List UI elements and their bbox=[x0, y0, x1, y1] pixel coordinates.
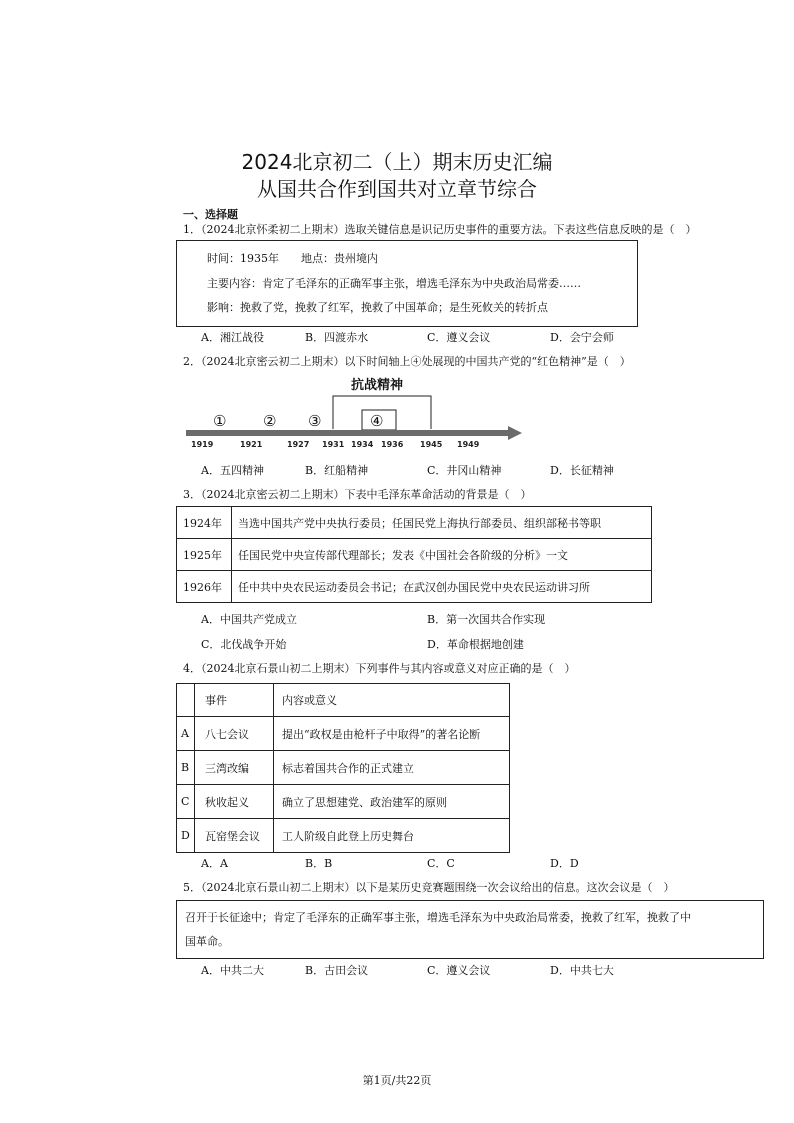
table-header-row bbox=[177, 684, 510, 717]
table-row bbox=[177, 507, 652, 539]
table-cell: 秋收起义 bbox=[195, 785, 274, 819]
q3-table bbox=[176, 506, 652, 603]
table-cell: 八七会议 bbox=[195, 717, 274, 751]
q2-option-d[interactable]: D．长征精神 bbox=[550, 464, 614, 477]
q5-info-box bbox=[176, 900, 764, 959]
q1-box-line: 时间：1935年 地点：贵州境内 bbox=[207, 252, 378, 265]
q4-option-b[interactable]: B．B bbox=[305, 857, 333, 870]
q4-option-c[interactable]: C．C bbox=[427, 857, 455, 870]
q2-option-a[interactable]: A．五四精神 bbox=[201, 464, 264, 477]
table-cell: 确立了思想建党、政治建军的原则 bbox=[274, 785, 510, 819]
table-cell: 1924年 bbox=[177, 507, 232, 539]
table-row bbox=[177, 751, 510, 785]
q1-option-d[interactable]: D．会宁会师 bbox=[550, 331, 614, 344]
q1-box-line: 主要内容：肯定了毛泽东的正确军事主张，增选毛泽东为中央政治局常委…… bbox=[207, 277, 581, 290]
q2-option-b[interactable]: B．红船精神 bbox=[305, 464, 369, 477]
q5-stem: 5．（2024北京石景山初二上期末）以下是某历史竞赛题围绕一次会议给出的信息。这次会议是（ ） bbox=[183, 881, 675, 894]
table-header-cell: 事件 bbox=[195, 684, 274, 717]
section-heading: 一、选择题 bbox=[183, 208, 238, 221]
page-footer: 第1页/共22页 bbox=[362, 1074, 432, 1087]
timeline-year: 1919 bbox=[191, 440, 214, 449]
q4-stem: 4．（2024北京石景山初二上期末）下列事件与其内容或意义对应正确的是（ ） bbox=[183, 662, 576, 675]
table-cell: 当选中国共产党中央执行委员；任国民党上海执行部委员、组织部秘书等职 bbox=[232, 507, 652, 539]
timeline-title: 抗战精神 bbox=[351, 378, 404, 393]
q2-option-c[interactable]: C．井冈山精神 bbox=[427, 464, 502, 477]
table-header-cell: 内容或意义 bbox=[274, 684, 510, 717]
q3-option-b[interactable]: B．第一次国共合作实现 bbox=[427, 613, 546, 626]
table-cell: 1926年 bbox=[177, 571, 232, 603]
q3-option-d[interactable]: D．革命根据地创建 bbox=[427, 638, 524, 651]
table-header-cell bbox=[177, 684, 195, 717]
q5-option-c[interactable]: C．遵义会议 bbox=[427, 964, 491, 977]
q1-option-c[interactable]: C．遵义会议 bbox=[427, 331, 491, 344]
q5-option-b[interactable]: B．古田会议 bbox=[305, 964, 369, 977]
timeline-year: 1921 bbox=[240, 440, 263, 449]
table-cell: B bbox=[177, 751, 195, 785]
q1-option-b[interactable]: B．四渡赤水 bbox=[305, 331, 369, 344]
q4-table bbox=[176, 683, 510, 853]
q5-option-d[interactable]: D．中共七大 bbox=[550, 964, 614, 977]
table-cell: 1925年 bbox=[177, 539, 232, 571]
q3-stem: 3．（2024北京密云初二上期末）下表中毛泽东革命活动的背景是（ ） bbox=[183, 488, 532, 501]
q5-box-line: 召开于长征途中；肯定了毛泽东的正确军事主张，增选毛泽东为中央政治局常委，挽救了红军，挽救了中 bbox=[185, 911, 691, 924]
q4-option-a[interactable]: A．A bbox=[201, 857, 228, 870]
timeline-marker-4: ④ bbox=[370, 412, 384, 430]
timeline-year: 1931 bbox=[322, 440, 345, 449]
table-cell: A bbox=[177, 717, 195, 751]
table-cell: C bbox=[177, 785, 195, 819]
timeline-year: 1949 bbox=[457, 440, 480, 449]
q5-option-a[interactable]: A．中共二大 bbox=[201, 964, 264, 977]
timeline-axis bbox=[186, 430, 508, 436]
timeline-year: 1934 bbox=[351, 440, 374, 449]
table-row bbox=[177, 539, 652, 571]
table-cell: D bbox=[177, 819, 195, 853]
q4-option-d[interactable]: D．D bbox=[550, 857, 579, 870]
timeline-year: 1927 bbox=[287, 440, 310, 449]
table-cell: 标志着国共合作的正式建立 bbox=[274, 751, 510, 785]
timeline-marker-1: ① bbox=[213, 412, 227, 430]
q2-timeline bbox=[180, 370, 530, 452]
table-cell: 三湾改编 bbox=[195, 751, 274, 785]
timeline-year: 1945 bbox=[420, 440, 443, 449]
table-row bbox=[177, 819, 510, 853]
timeline-marker-3: ③ bbox=[308, 412, 322, 430]
table-cell: 任国民党中央宣传部代理部长；发表《中国社会各阶级的分析》一文 bbox=[232, 539, 652, 571]
doc-title-line2: 从国共合作到国共对立章节综合 bbox=[257, 177, 537, 201]
q1-stem: 1．（2024北京怀柔初二上期末）选取关键信息是识记历史事件的重要方法。下表这些信息反映的是（ ） bbox=[183, 223, 697, 236]
q5-box-line: 国革命。 bbox=[185, 935, 229, 948]
q3-option-a[interactable]: A．中国共产党成立 bbox=[201, 613, 297, 626]
table-cell: 工人阶级自此登上历史舞台 bbox=[274, 819, 510, 853]
timeline-marker-2: ② bbox=[263, 412, 277, 430]
table-row bbox=[177, 785, 510, 819]
q1-option-a[interactable]: A．湘江战役 bbox=[201, 331, 264, 344]
doc-title-line1: 2024北京初二（上）期末历史汇编 bbox=[241, 150, 553, 174]
q1-box-line: 影响：挽救了党，挽救了红军，挽救了中国革命；是生死攸关的转折点 bbox=[207, 301, 548, 314]
table-cell: 提出“政权是由枪杆子中取得”的著名论断 bbox=[274, 717, 510, 751]
table-row bbox=[177, 571, 652, 603]
table-cell: 任中共中央农民运动委员会书记；在武汉创办国民党中央农民运动讲习所 bbox=[232, 571, 652, 603]
timeline-arrow bbox=[508, 426, 522, 440]
q2-stem: 2．（2024北京密云初二上期末）以下时间轴上④处展现的中国共产党的“红色精神”是（ ） bbox=[183, 355, 631, 368]
table-cell: 瓦窑堡会议 bbox=[195, 819, 274, 853]
timeline-year: 1936 bbox=[381, 440, 404, 449]
q1-info-box bbox=[176, 240, 638, 327]
table-row bbox=[177, 717, 510, 751]
q3-option-c[interactable]: C．北伐战争开始 bbox=[201, 638, 287, 651]
